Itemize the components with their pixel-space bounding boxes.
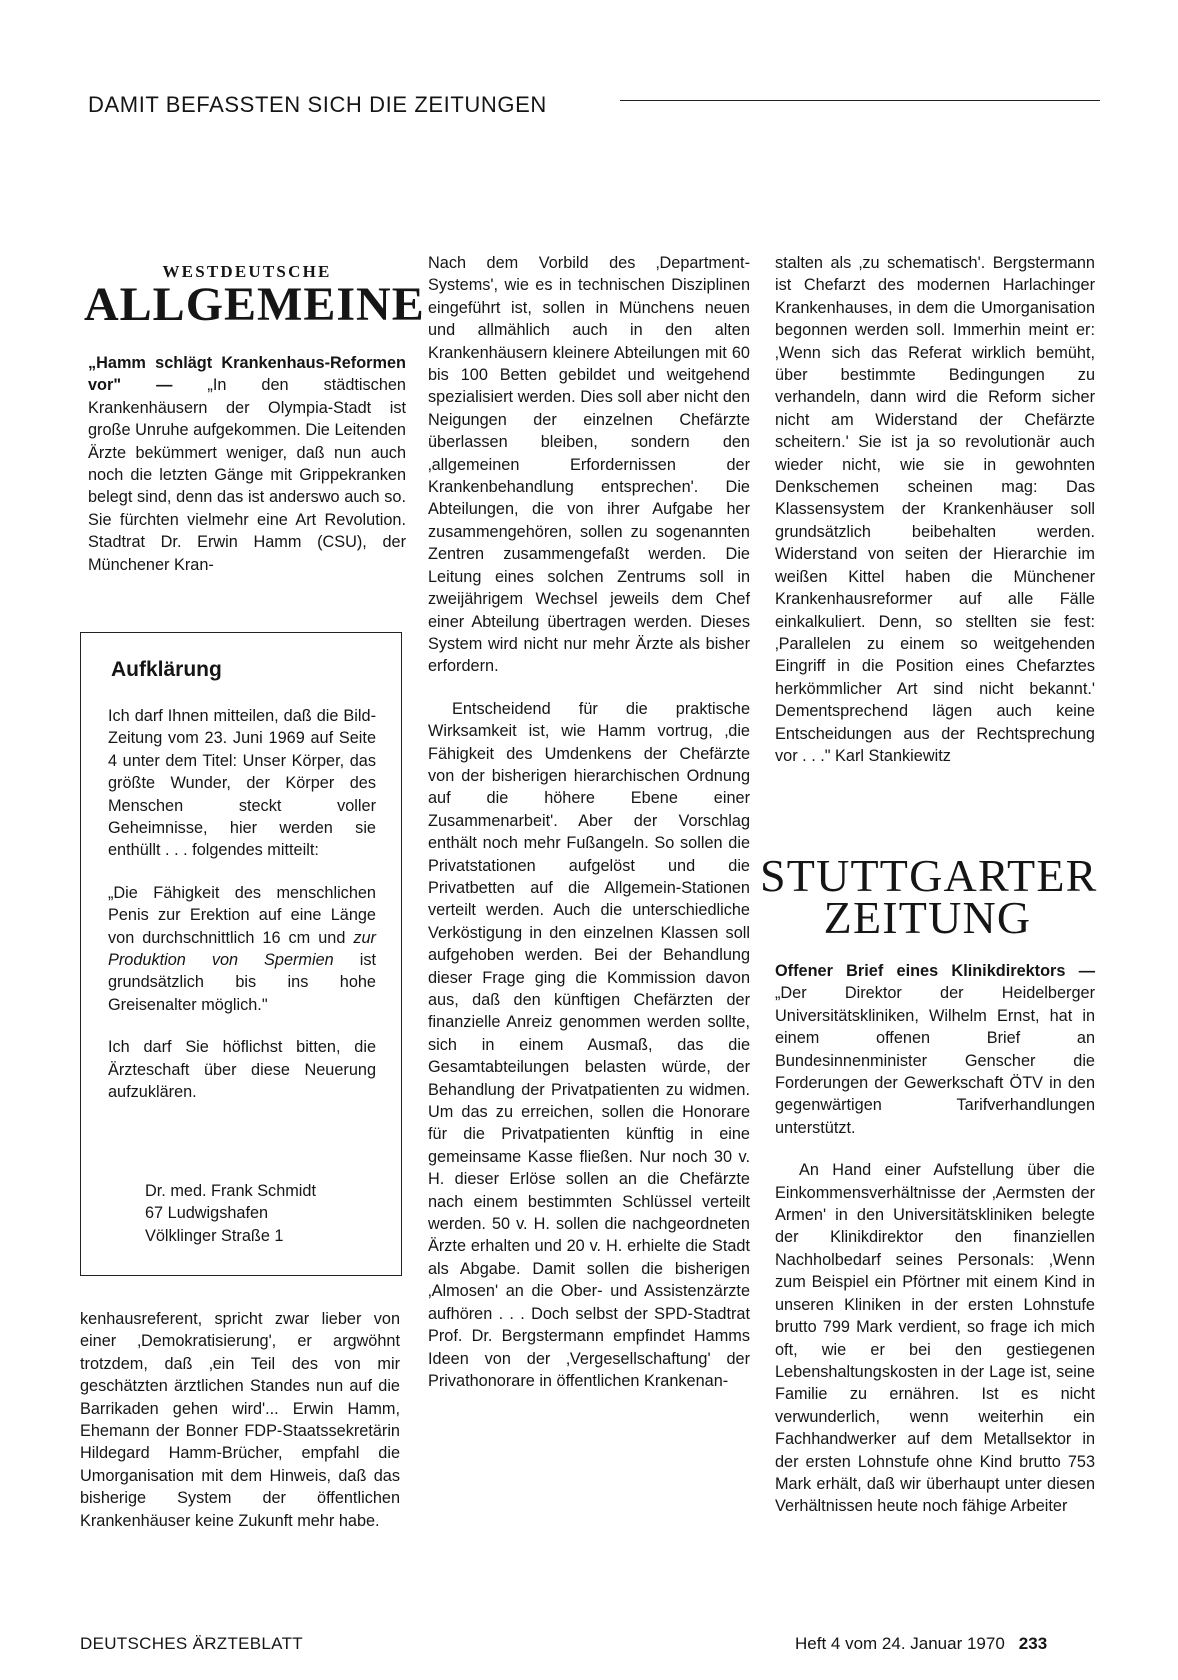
box-quote-b: ist grundsätzlich bis ins hohe Greisenalter möglich." [108,951,376,1014]
sz-logo [760,850,1098,943]
footer-journal: DEUTSCHES ÄRZTEBLATT [80,1634,303,1653]
header-rule [620,100,1100,101]
col3-paragraph-1: stalten als ‚zu schematisch'. Bergstermann ist Chefarzt des modernen Harlachinger Krankenhauses, in dem die Umorganisation begonnen werden soll. Immerhin meint er: ‚Wenn sich das Referat wirklich bemüht, über bestimmte Bedingungen zu verhandeln, dann wird die Reform sicher nicht am Widerstand der Chefärzte scheitern.' Sie ist ja so revolutionär auch wieder nicht, wie sie in gewohnten Denkschemen scheinen mag: Das Klassensystem der Krankenhäuser soll grundsätzlich beibehalten werden. Widerstand von seiten der Hierarchie im weißen Kittel haben die Münchener Krankenhausreformer auf alle Fälle einkalkuliert. Denn, so stellten sie fest: ‚Parallelen zu einem so weitgehenden Eingriff in die Position eines Chefarztes herkömmlicher Art sind nicht bekannt.' Dementsprechend lägen auch keine Entscheidungen aus der Rechtsprechung vor . . ." Karl Stankiewitz [775,254,1095,765]
col1-lead-text: „In den städtischen Krankenhäusern der Olympia-Stadt ist große Unruhe aufgekommen. Die Leitenden Ärzte bekümmert weniger, daß nun auch noch die letzten Gänge mit Grippekranken belegt sind, denn das ist anderswo auch so. Sie fürchten vielmehr eine Art Revolution. Stadtrat Dr. Erwin Hamm (CSU), der Münchener Kran- [88,376,406,574]
col3-lead-headline: Offener Brief eines Klinikdirektors — [775,962,1095,980]
col3-lower [775,960,1095,1518]
col2-paragraph-1: Nach dem Vorbild des ‚Department-Systems', wie es in technischen Disziplinen eingeführt ist, sollen in Münchens neuen und allmählich auch in den alten Krankenhäusern kleinere Abteilungen mit 60 bis 100 Betten gebildet und weitgehend spezialisiert werden. Dies soll aber nicht den Neigungen der einzelnen Chefärzte überlassen bleiben, sondern den ‚allgemeinen Erfordernissen der Krankenbehandlung entsprechen'. Die Abteilungen, die von ihrer Aufgabe her zusammengehören, sollen zu sogenannten Zentren zusammengefaßt werden. Die Leitung eines solchen Zentrums soll in zweijährigem Wechsel jeweils dem Chef einer Abteilung übertragen werden. Dieses System wird nicht nur mehr Ärzte als bisher erfordern. [428,254,750,676]
box-body [108,705,376,1104]
box-paragraph-1: Ich darf Ihnen mitteilen, daß die Bild-Zeitung vom 23. Juni 1969 auf Seite 4 unter dem Titel: Unser Körper, das größte Wunder, der Körper des Menschen steckt voller Geheimnisse, hier werden sie enthüllt . . . folgendes mitteilt: [108,707,376,860]
footer-issue [795,1634,1047,1654]
sz-logo-line2: ZEITUNG [823,892,1032,943]
col1-continuation-text: kenhausreferent, spricht zwar lieber von einer ‚Demokratisierung', er argwöhnt trotzdem, daß ‚ein Teil des von mir geschätzten ärztlichen Standes nun auf die Barrikaden gehen wird'... Erwin Hamm, Ehemann der Bonner FDP-Staatssekretärin Hildegard Hamm-Brücher, empfahl die Umorganisation mit dem Hinweis, daß das bisherige System der öffentlichen Krankenhäuser keine Zukunft mehr habe. [80,1310,400,1530]
col3-paragraph-3: An Hand einer Aufstellung über die Einkommensverhältnisse der ‚Aermsten der Armen' in den Universitätskliniken belegte der Klinikdirektor den finanziellen Nachholbedarf seines Personals: ‚Wenn zum Beispiel ein Pförtner mit einem Kind in unseren Kliniken in der ersten Lohnstufe brutto 799 Mark verdient, so frage ich mich oft, wie er bei den gestiegenen Lebenshaltungskosten in der Lage ist, seine Familie zu ernähren. Ist es nicht verwunderlich, wenn weiterhin ein Fachhandwerker auf dem Metallsektor in der ersten Lohnstufe ohne Kind brutto 753 Mark erhält, daß wir überhaupt unter diesen Verhältnissen heute noch fähige Arbeiter [775,1161,1095,1516]
wa-logo-top: WESTDEUTSCHE [162,262,332,281]
box-title: Aufklärung [111,658,222,681]
col3 [775,252,1095,767]
signature-name: Dr. med. Frank Schmidt [145,1182,317,1200]
col2 [428,252,750,1392]
col3-lead-text: „Der Direktor der Heidelberger Universitätskliniken, Wilhelm Ernst, hat in einem offenen Brief an Bundesinnenminister Genscher die Forderungen der Gewerkschaft ÖTV in den gegenwärtigen Tarifverhandlungen unterstützt. [775,984,1095,1137]
col1-lead-headline: „Hamm schlägt Krankenhaus-Reformen vor" — [88,354,406,395]
col2-paragraph-2: Entscheidend für die praktische Wirksamkeit ist, wie Hamm vortrug, ‚die Fähigkeit des Umdenkens der Chefärzte von der bisherigen hierarchischen Ordnung auf die höhere Ebene einer Zusammenarbeit'. Aber der Vorschlag enthält noch mehr Fußangeln. So sollen die Privatstationen aufgelöst und die Privatbetten auf die Allgemein-Stationen verteilt werden. Auch die unterschiedliche Verköstigung in den einzelnen Klassen soll aufgehoben werden. Bei der Behandlung dieser Frage ging die Kommission davon aus, daß den künftigen Chefärzten der finanzielle Anreiz genommen werden sollte, sich in einem Ausmaß, das die Gesamtabteilungen belasten würde, der Behandlung der Privatpatienten zu widmen. Um das zu erreichen, sollen die Honorare für die Privatpatienten künftig in eine gemeinsame Kasse fließen. Nur noch 30 v. H. dieser Erlöse sollen an die Chefärzte nach einem bestimmten Schlüssel verteilt werden. 50 v. H. sollen die nachgeordneten Ärzte erhalten und 20 v. H. erhielte die Stadt als Abgabe. Damit sollen die bisherigen ‚Almosen' an die Ober- und Assistenzärzte aufhören . . . Doch selbst der SPD-Stadtrat Prof. Dr. Bergstermann empfindet Hamms Ideen von der ‚Vergesellschaftung' der Privathonorare in öffentlichen Krankenan- [428,699,750,1390]
box-quote-emphasis: zur Produktion von Spermien [108,928,376,970]
page-number: 233 [1018,1634,1048,1653]
box-quote-a: „Die Fähigkeit des menschlichen Penis zur Erektion auf eine Länge von durchschnittlich 16 cm und [108,883,376,947]
box-paragraph-2 [108,882,376,1016]
wa-logo-main: ALLGEMEINE [84,278,425,331]
footer-issue-text: Heft 4 vom 24. Januar 1970 [795,1634,1005,1653]
box-paragraph-3: Ich darf Sie höflichst bitten, die Ärzteschaft über diese Neuerung aufzuklären. [108,1038,376,1102]
signature-city: 67 Ludwigshafen [145,1204,269,1223]
signature-street: Völklinger Straße 1 [145,1226,284,1245]
box-signature [145,1180,316,1247]
section-header: DAMIT BEFASSTEN SICH DIE ZEITUNGEN [88,92,547,117]
col1-lead [88,352,406,576]
sz-logo-line1: STUTTGARTER [760,850,1098,901]
col1-continuation [80,1308,400,1532]
